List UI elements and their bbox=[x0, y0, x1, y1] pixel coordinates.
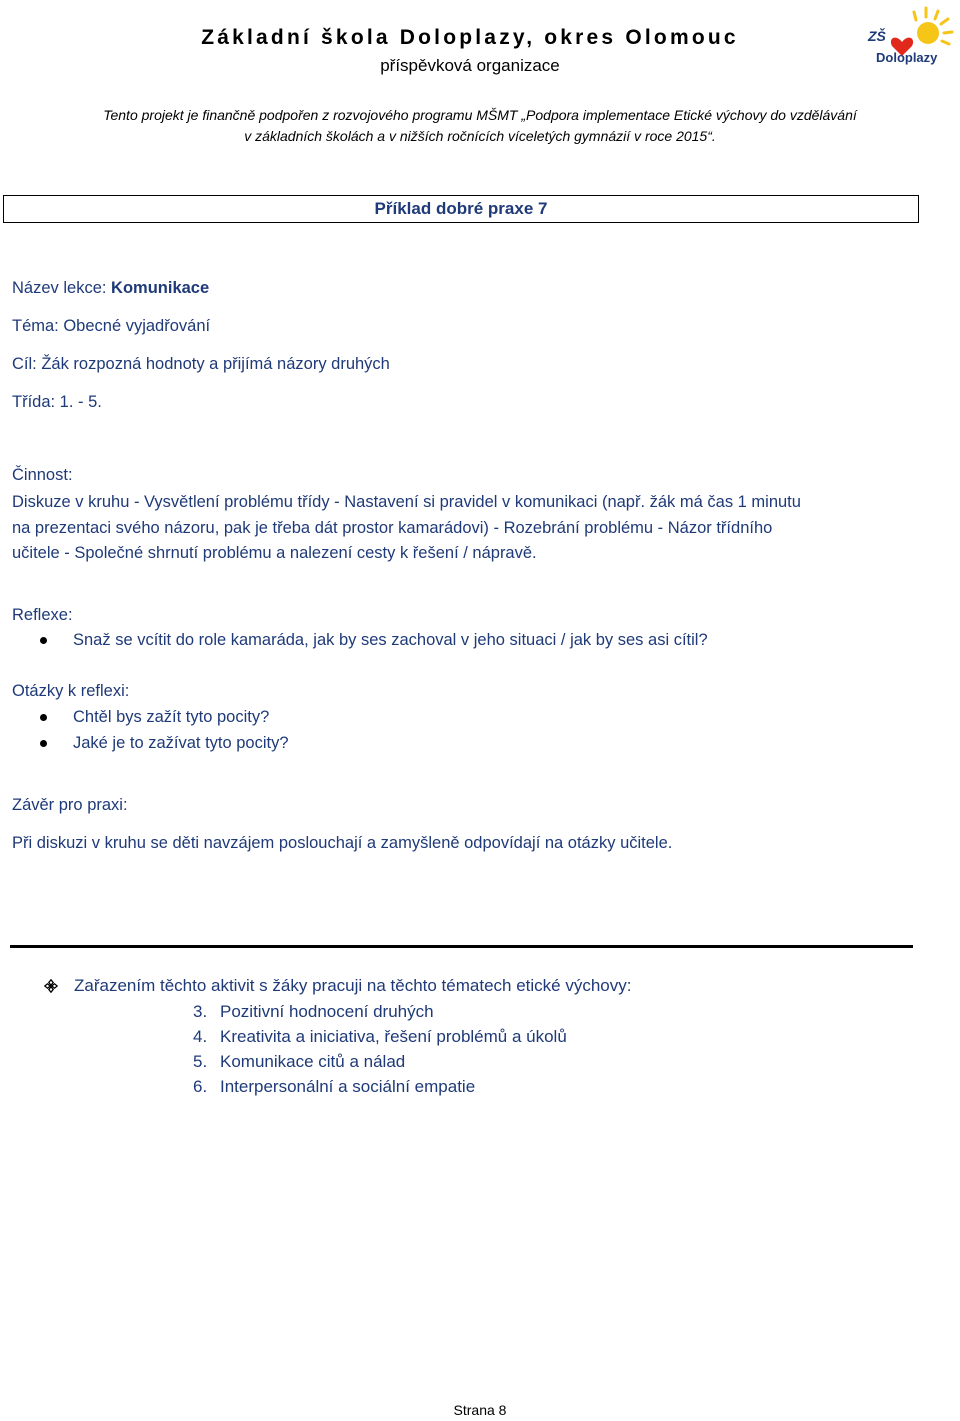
topic-label: Komunikace citů a nálad bbox=[220, 1052, 406, 1071]
topic-number: 5. bbox=[193, 1052, 208, 1071]
school-logo bbox=[862, 6, 954, 70]
question-item-text: Chtěl bys zažít tyto pocity? bbox=[73, 708, 270, 726]
topic-number: 4. bbox=[193, 1027, 208, 1046]
topic-item bbox=[193, 1027, 567, 1047]
activity-heading: Činnost: bbox=[12, 466, 73, 484]
lesson-goal: Cíl: Žák rozpozná hodnoty a přijímá názory druhých bbox=[12, 355, 390, 373]
funding-note-line-1: Tento projekt je finančně podpořen z rozvojového programu MŠMT „Podpora implementace Etické výchovy do vzdělávání bbox=[103, 107, 857, 123]
topics-intro-text: Zařazením těchto aktivit s žáky pracuji na těchto tématech etické výchovy: bbox=[74, 976, 632, 995]
topic-number: 6. bbox=[193, 1077, 208, 1096]
horizontal-divider bbox=[10, 945, 913, 948]
bullet-icon bbox=[40, 740, 47, 747]
topic-item bbox=[193, 1052, 405, 1072]
activity-text bbox=[12, 490, 912, 567]
logo-text: Doloplazy bbox=[876, 50, 938, 65]
reflection-item bbox=[40, 631, 708, 650]
conclusion-heading: Závěr pro praxi: bbox=[12, 796, 128, 814]
topic-label: Interpersonální a sociální empatie bbox=[220, 1077, 476, 1096]
logo-zs-text: ZŠ bbox=[868, 28, 886, 44]
lesson-grade: Třída: 1. - 5. bbox=[12, 393, 102, 411]
lesson-label: Název lekce: bbox=[12, 279, 112, 297]
diamond-bullet-icon bbox=[44, 979, 58, 993]
topic-number: 3. bbox=[193, 1002, 208, 1021]
document-title: Příklad dobré praxe 7 bbox=[3, 195, 919, 223]
page-number: Strana 8 bbox=[453, 1402, 507, 1418]
funding-note-line-2: v základních školách a v nižších ročnících víceletých gymnázií v roce 2015“. bbox=[244, 128, 716, 144]
lesson-name bbox=[12, 279, 209, 298]
organization-type: příspěvková organizace bbox=[380, 56, 560, 75]
activity-line: Diskuze v kruhu - Vysvětlení problému třídy - Nastavení si pravidel v komunikaci (např. žák má čas 1 minutu bbox=[12, 493, 801, 511]
conclusion-text: Při diskuzi v kruhu se děti navzájem poslouchají a zamyšleně odpovídají na otázky učitele. bbox=[12, 834, 673, 852]
reflection-item-text: Snaž se vcítit do role kamaráda, jak by ses zachoval v jeho situaci / jak by ses asi cítil? bbox=[73, 631, 708, 649]
lesson-value: Komunikace bbox=[111, 279, 210, 297]
question-item bbox=[40, 708, 269, 727]
bullet-icon bbox=[40, 637, 47, 644]
topic-label: Kreativita a iniciativa, řešení problémů a úkolů bbox=[220, 1027, 567, 1046]
topic-label: Pozitivní hodnocení druhých bbox=[220, 1002, 434, 1021]
school-name: Základní škola Doloplazy, okres Olomouc bbox=[201, 26, 739, 49]
topics-intro bbox=[44, 976, 631, 996]
bullet-icon bbox=[40, 714, 47, 721]
lesson-topic: Téma: Obecné vyjadřování bbox=[12, 317, 211, 335]
questions-heading: Otázky k reflexi: bbox=[12, 682, 130, 700]
topic-item bbox=[193, 1002, 434, 1022]
activity-line: učitele - Společné shrnutí problému a nalezení cesty k řešení / nápravě. bbox=[12, 544, 537, 562]
activity-line: na prezentaci svého názoru, pak je třeba dát prostor kamarádovi) - Rozebrání problému - Názor třídního bbox=[12, 518, 773, 537]
reflection-heading: Reflexe: bbox=[12, 606, 73, 624]
question-item bbox=[40, 734, 289, 753]
question-item-text: Jaké je to zažívat tyto pocity? bbox=[73, 734, 289, 752]
topic-item bbox=[193, 1077, 475, 1097]
